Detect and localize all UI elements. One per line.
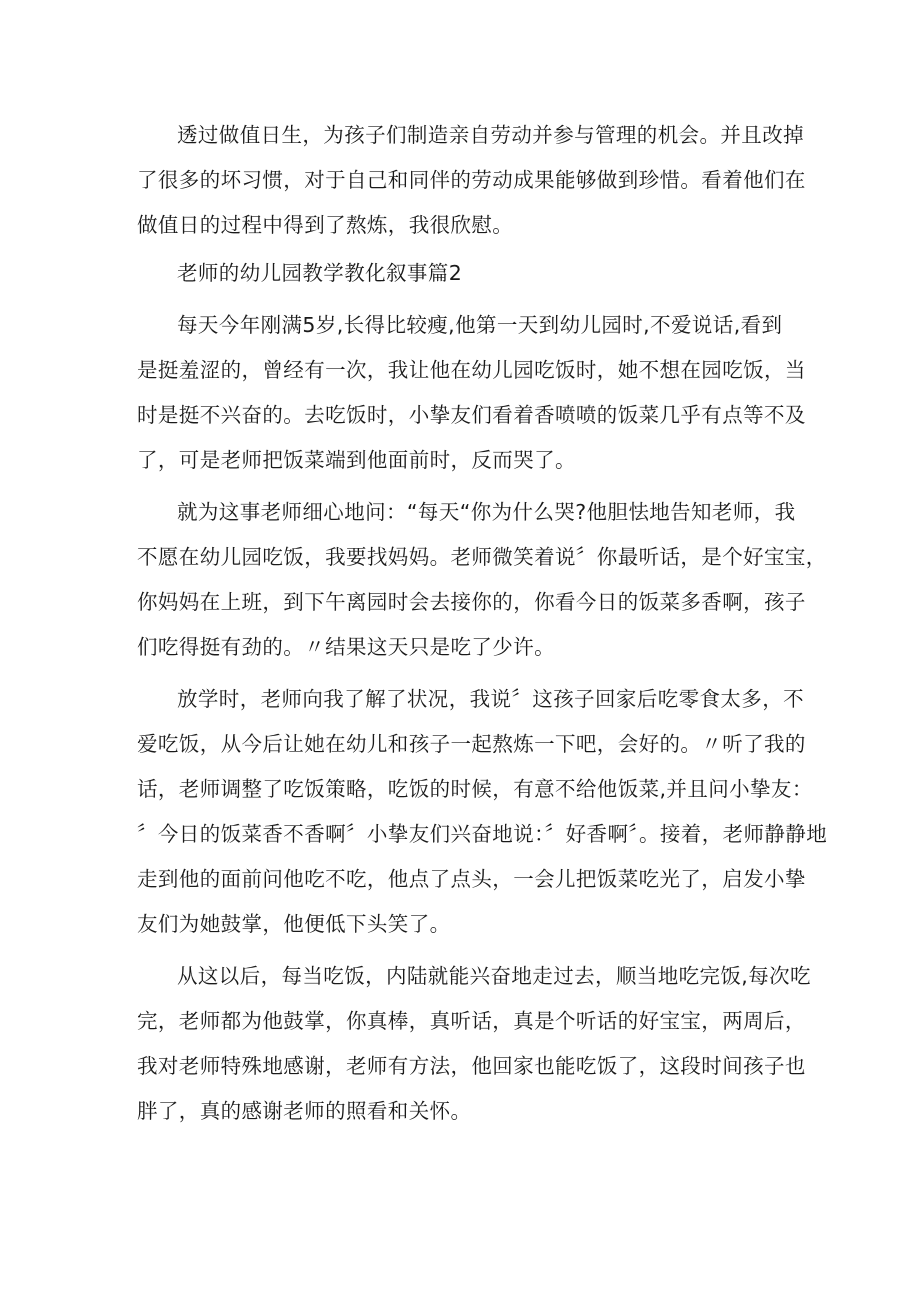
section-heading xyxy=(137,251,785,296)
text-line: 是挺羞涩的，曾经有一次，我让他在幼儿园吃饭时，她不想在园吃饭，当 xyxy=(137,358,806,382)
text-line: 胖了，真的感谢老师的照看和关怀。 xyxy=(137,1099,472,1123)
paragraph-duty-day xyxy=(137,113,806,248)
paragraph-afterwards xyxy=(137,954,811,1134)
text-line: 放学时，老师向我了解了状况，我说〞这孩子回家后吃零食太多，不 xyxy=(177,687,804,711)
text-line: 从这以后，每当吃饭，内陆就能兴奋地走过去，顺当地吃完饭,每次吃 xyxy=(177,964,811,988)
text-line: 们吃得挺有劲的。〃结果这天只是吃了少许。 xyxy=(137,635,555,659)
document-body xyxy=(137,113,828,1134)
text-line: 了很多的坏习惯，对于自己和同伴的劳动成果能够做到珍惜。看着他们在 xyxy=(137,168,806,192)
text-line: 完，老师都为他鼓掌，你真棒，真听话，真是个听话的好宝宝，两周后， xyxy=(137,1009,806,1033)
text-line: 透过做值日生，为孩子们制造亲自劳动并参与管理的机会。并且改掉 xyxy=(177,123,804,147)
paragraph-after-school xyxy=(137,677,828,947)
text-line: 友们为她鼓掌，他便低下头笑了。 xyxy=(137,912,451,936)
text-line: 你妈妈在上班，到下午离园时会去接你的，你看今日的饭菜多香啊，孩子 xyxy=(137,590,806,614)
text-line: 就为这事老师细心地问：“每天“你为什么哭?他胆怯地告知老师，我 xyxy=(177,500,796,524)
paragraph-teacher-asks xyxy=(137,490,827,670)
text-line: 走到他的面前问他吃不吃，他点了点头，一会儿把饭菜吃光了，启发小挚 xyxy=(137,867,806,891)
text-line: 时是挺不兴奋的。去吃饭时，小挚友们看着香喷喷的饭菜几乎有点等不及 xyxy=(137,403,806,427)
text-line: 我对老师特殊地感谢，老师有方法，他回家也能吃饭了，这段时间孩子也 xyxy=(137,1054,806,1078)
paragraph-intro-child xyxy=(137,303,806,483)
text-line: 做值日的过程中得到了熬炼，我很欣慰。 xyxy=(137,213,514,237)
text-line: 了，可是老师把饭菜端到他面前时，反而哭了。 xyxy=(137,448,576,472)
text-line: 爱吃饭，从今后让她在幼儿和孩子一起熬炼一下吧，会好的。〃听了我的 xyxy=(137,732,806,756)
text-line: 每天今年刚满5岁,长得比较瘦,他第一天到幼儿园时,不爱说话,看到 xyxy=(177,313,783,337)
text-line: 不愿在幼儿园吃饭，我要找妈妈。老师微笑着说〞你最听话，是个好宝宝， xyxy=(137,545,827,569)
text-line: 〞今日的饭菜香不香啊〞小挚友们兴奋地说：〞好香啊〞。接着，老师静静地 xyxy=(137,822,828,846)
heading-text: 老师的幼儿园教学教化叙事篇2 xyxy=(177,261,463,285)
text-line: 话，老师调整了吃饭策略，吃饭的时候，有意不给他饭菜,并且问小挚友： xyxy=(137,777,813,801)
